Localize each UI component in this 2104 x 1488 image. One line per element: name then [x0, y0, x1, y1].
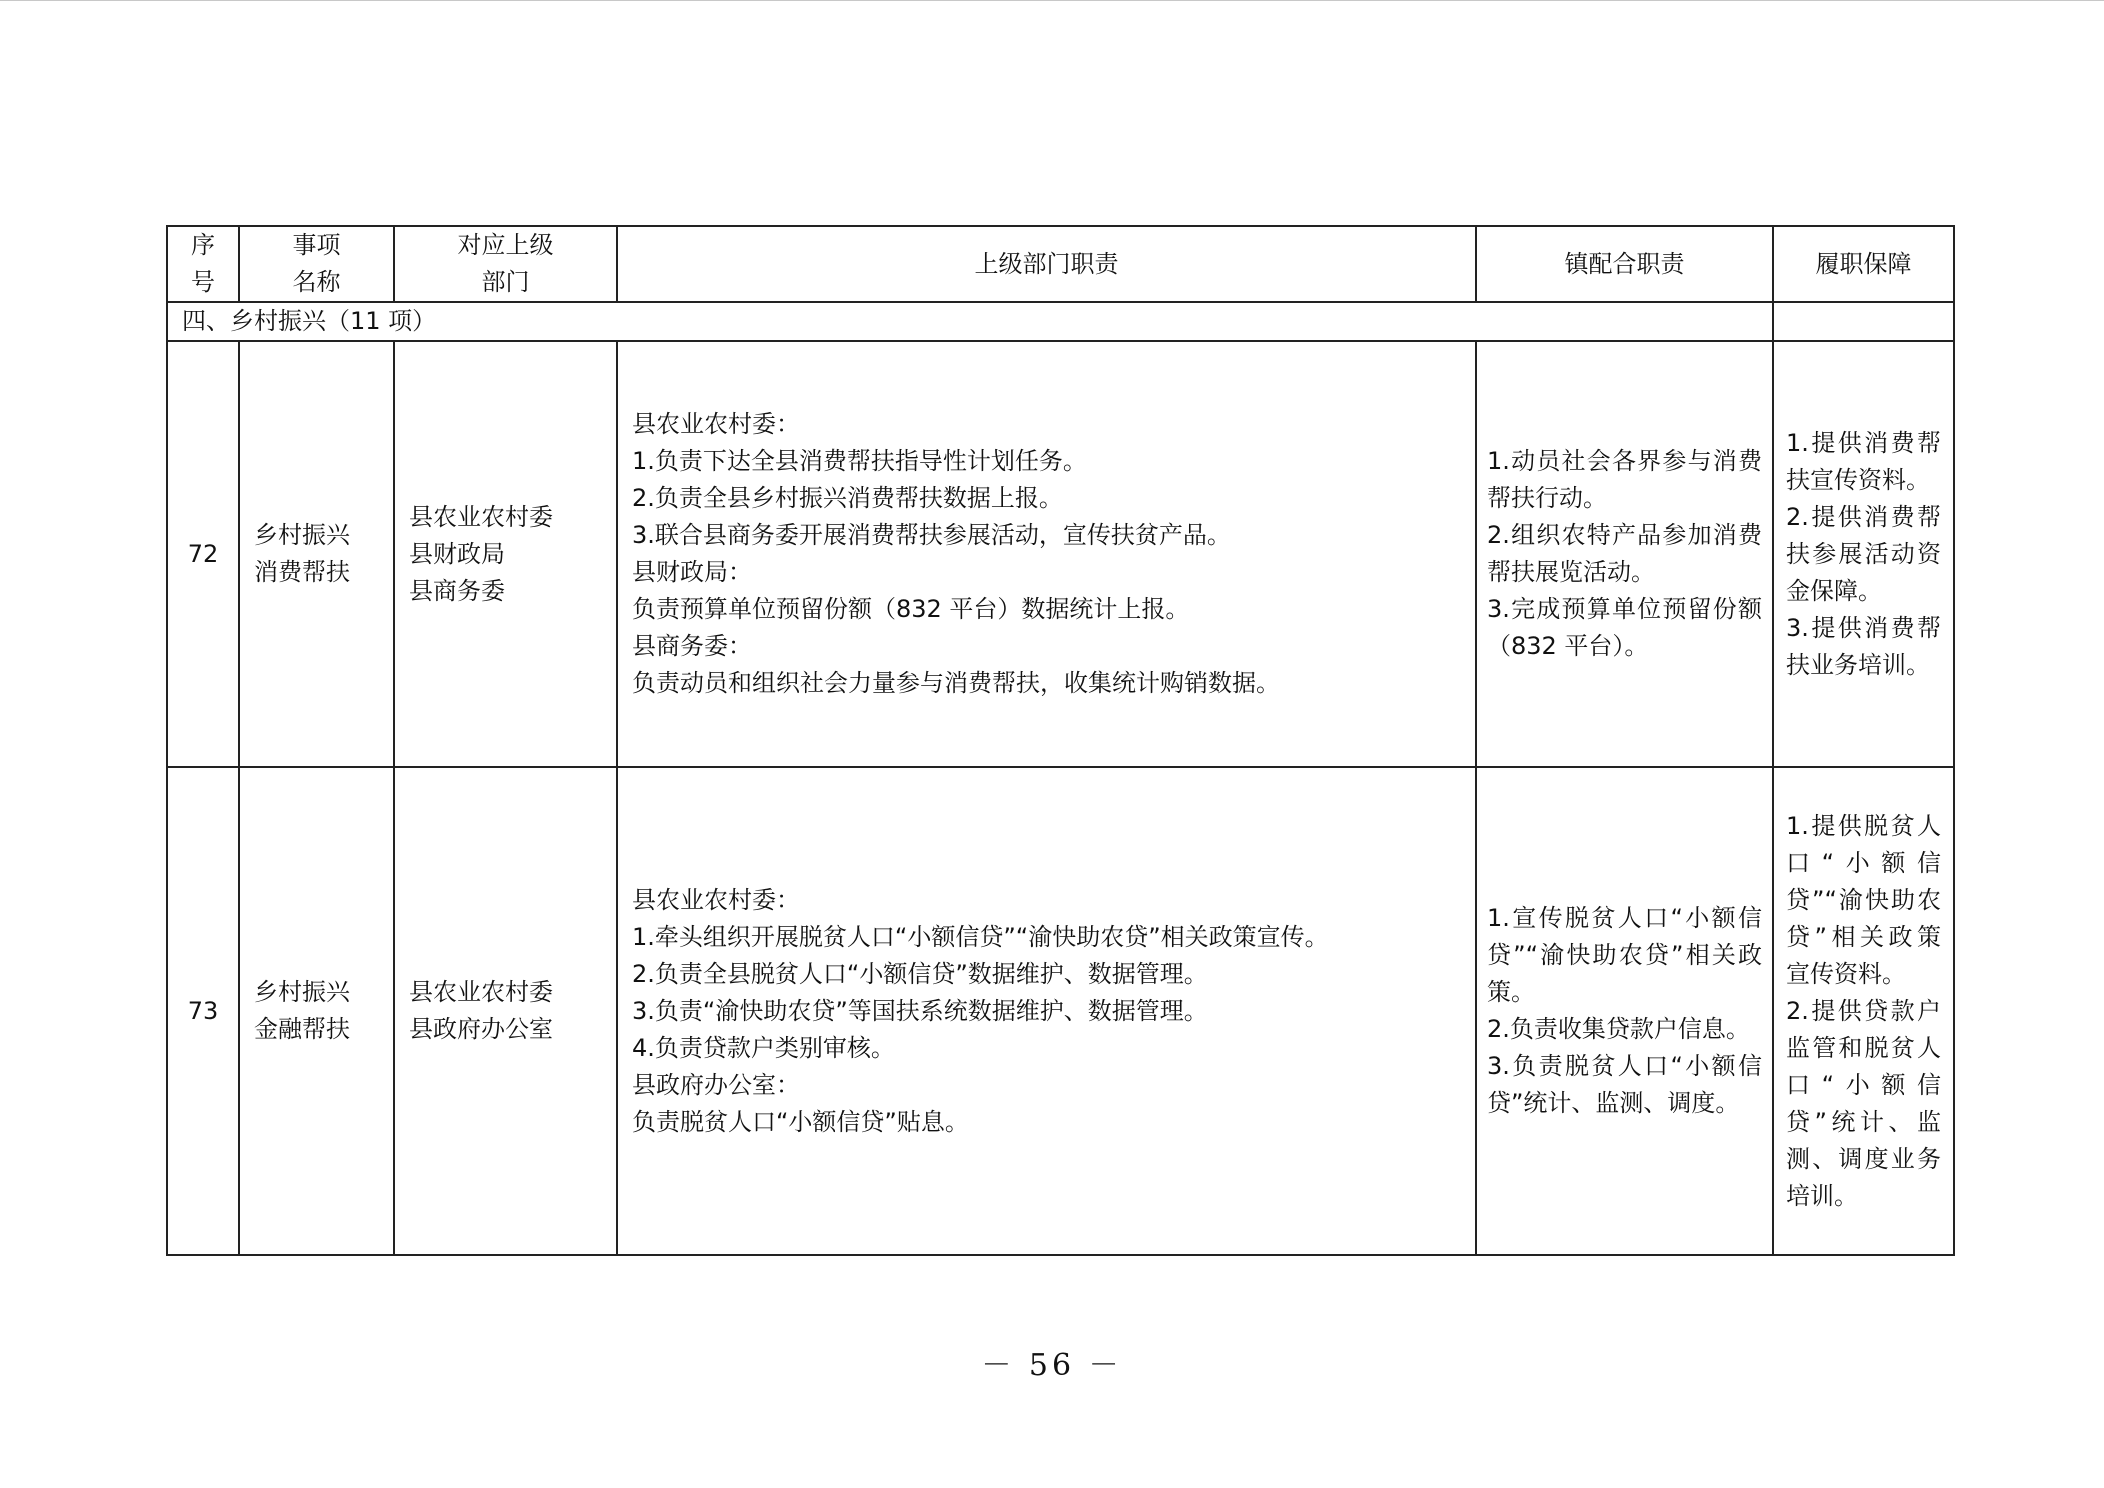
header-guarantee: 履职保障 — [1773, 226, 1954, 302]
row-town-duty: 1.宣传脱贫人口“小额信贷”“渝快助农贷”相关政策。 2.负责收集贷款户信息。 3.负责脱贫人口“小额信贷”统计、监测、调度。 — [1476, 767, 1773, 1255]
row-seq: 73 — [167, 767, 239, 1255]
header-superior-dept: 对应上级 部门 — [394, 226, 617, 302]
row-seq: 72 — [167, 341, 239, 767]
page-number: － 56 － — [981, 1348, 1123, 1383]
section-empty-cell — [1773, 302, 1954, 341]
header-town-duty: 镇配合职责 — [1476, 226, 1773, 302]
section-row — [167, 302, 1954, 341]
table-row — [167, 341, 1954, 767]
header-superior-duty: 上级部门职责 — [617, 226, 1476, 302]
header-item-name: 事项 名称 — [239, 226, 394, 302]
header-row — [167, 226, 1954, 302]
row-town-duty: 1.动员社会各界参与消费帮扶行动。 2.组织农特产品参加消费帮扶展览活动。 3.完成预算单位预留份额（832 平台）。 — [1476, 341, 1773, 767]
row-item-name: 乡村振兴 金融帮扶 — [239, 767, 394, 1255]
row-superior-duty: 县农业农村委： 1.牵头组织开展脱贫人口“小额信贷”“渝快助农贷”相关政策宣传。 2.负责全县脱贫人口“小额信贷”数据维护、数据管理。 3.负责“渝快助农贷”等国扶系统数据维护、数据管理。 4.负责贷款户类别审核。 县政府办公室： 负责脱贫人口“小额信贷”贴息。 — [617, 767, 1476, 1255]
page-top-edge — [0, 0, 2104, 1]
row-superior-duty: 县农业农村委： 1.负责下达全县消费帮扶指导性计划任务。 2.负责全县乡村振兴消费帮扶数据上报。 3.联合县商务委开展消费帮扶参展活动，宣传扶贫产品。 县财政局： 负责预算单位预留份额（832 平台）数据统计上报。 县商务委： 负责动员和组织社会力量参与消费帮扶，收集统计购销数据。 — [617, 341, 1476, 767]
row-guarantee: 1.提供脱贫人口“小额信贷”“渝快助农贷”相关政策宣传资料。 2.提供贷款户监管和脱贫人口“小额信贷”统计、监测、调度业务培训。 — [1773, 767, 1954, 1255]
row-superior-dept: 县农业农村委 县政府办公室 — [394, 767, 617, 1255]
table-row — [167, 767, 1954, 1255]
row-item-name: 乡村振兴 消费帮扶 — [239, 341, 394, 767]
row-guarantee: 1.提供消费帮扶宣传资料。 2.提供消费帮扶参展活动资金保障。 3.提供消费帮扶业务培训。 — [1773, 341, 1954, 767]
duty-table — [166, 225, 1955, 1256]
section-title: 四、乡村振兴（11 项） — [167, 302, 1773, 341]
row-superior-dept: 县农业农村委 县财政局 县商务委 — [394, 341, 617, 767]
header-seq: 序 号 — [167, 226, 239, 302]
